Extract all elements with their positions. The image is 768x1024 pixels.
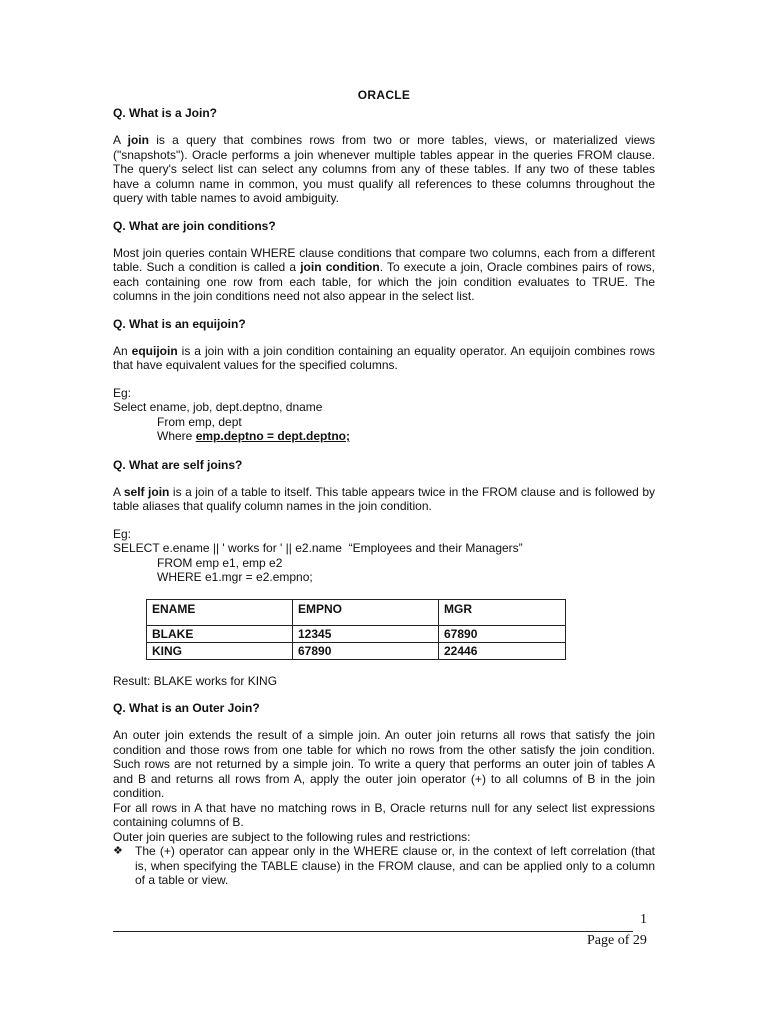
footer-divider bbox=[113, 931, 633, 932]
question-join-conditions: Q. What are join conditions? bbox=[113, 218, 276, 233]
answer-outer-join-p2: For all rows in A that have no matching rows in B, Oracle returns null for any select list expressions containing columns of B. bbox=[113, 800, 655, 829]
example-label: Eg: bbox=[113, 526, 132, 541]
page-number: 1 bbox=[640, 912, 647, 927]
table-header-cell: ENAME bbox=[147, 599, 293, 625]
question-self-joins: Q. What are self joins? bbox=[113, 457, 243, 472]
outer-join-rule bbox=[113, 844, 655, 888]
table-cell: KING bbox=[147, 642, 293, 659]
document-title: ORACLE bbox=[357, 88, 411, 102]
answer-outer-join-p1: An outer join extends the result of a simple join. An outer join returns all rows that satisfy the join condition and those rows from one table for which no rows from the other satisfy the join condition. Such rows are not returned by a simple join. To write a query that performs an outer join of tables A and B and returns all rows from A, apply the outer join operator (+) to all columns of B in the join condition. bbox=[113, 728, 655, 800]
table-row bbox=[147, 642, 566, 659]
question-equijoin: Q. What is an equijoin? bbox=[113, 316, 246, 331]
table-cell: BLAKE bbox=[147, 625, 293, 642]
question-join: Q. What is a Join? bbox=[113, 106, 218, 120]
table-cell: 67890 bbox=[293, 642, 439, 659]
question-outer-join: Q. What is an Outer Join? bbox=[113, 701, 260, 715]
equijoin-example bbox=[113, 386, 655, 444]
answer-self-joins: A self join is a join of a table to itself. This table appears twice in the FROM clause and is followed by table aliases that qualify column names in the join condition. bbox=[113, 484, 655, 513]
answer-join-conditions: Most join queries contain WHERE clause conditions that compare two columns, each from a different table. Such a condition is called a join condition. To execute a join, Oracle combines pairs of rows, each containing one row from each table, for which the join condition evaluates to TRUE. The columns in the join conditions need not also appear in the select list. bbox=[113, 245, 656, 303]
table-header-cell: EMPNO bbox=[293, 599, 439, 625]
table-header-cell: MGR bbox=[439, 599, 566, 625]
self-join-result: Result: BLAKE works for KING bbox=[113, 673, 278, 688]
document-page bbox=[113, 88, 655, 888]
code-line: From emp, dept bbox=[157, 414, 242, 429]
code-line: FROM emp e1, emp e2 bbox=[157, 555, 283, 570]
table-cell: 12345 bbox=[293, 625, 439, 642]
code-line: WHERE e1.mgr = e2.empno; bbox=[157, 570, 313, 584]
code-line: SELECT e.ename || ' works for ' || e2.name “Employees and their Managers” bbox=[113, 541, 523, 555]
answer-outer-join-p3: Outer join queries are subject to the following rules and restrictions: bbox=[113, 829, 471, 844]
outer-join-rule-text: The (+) operator can appear only in the WHERE clause or, in the context of left correlation (that is, when specifying the TABLE clause) in the FROM clause, and can be applied only to a column of a table or view. bbox=[135, 844, 655, 887]
page-label: Page of 29 bbox=[587, 933, 647, 948]
table-cell: 22446 bbox=[439, 642, 566, 659]
code-line: Select ename, job, dept.deptno, dname bbox=[113, 400, 323, 414]
table-row bbox=[147, 625, 566, 642]
self-join-table bbox=[146, 599, 566, 660]
code-line: Where emp.deptno = dept.deptno; bbox=[157, 429, 351, 443]
answer-equijoin: An equijoin is a join with a join condition containing an equality operator. An equijoin combines rows that have equivalent values for the specified columns. bbox=[113, 343, 656, 372]
example-label: Eg: bbox=[113, 385, 132, 400]
table-header-row bbox=[147, 599, 566, 625]
answer-join: A join is a query that combines rows from two or more tables, views, or materialized views ("snapshots"). Oracle performs a join whenever multiple tables appear in the queries FROM clause. The query's select list can select any columns from any of these tables. If any two of these tables have a column name in common, you must qualify all references to these columns throughout the query with table names to avoid ambiguity. bbox=[113, 133, 655, 205]
diamond-bullet-icon: ❖ bbox=[113, 845, 123, 857]
self-join-example bbox=[113, 527, 655, 585]
table-cell: 67890 bbox=[439, 625, 566, 642]
